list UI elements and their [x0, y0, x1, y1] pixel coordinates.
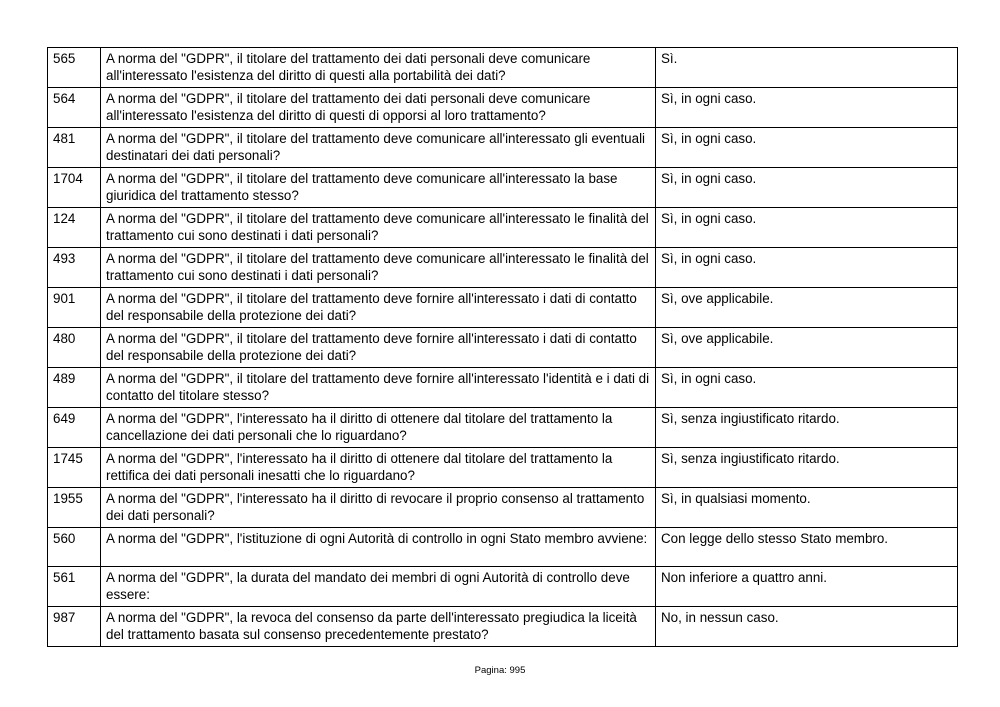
question-id: 565 [48, 48, 101, 88]
table-row [48, 208, 958, 248]
answer-text: Sì, in ogni caso. [656, 248, 958, 288]
question-text: A norma del "GDPR", il titolare del trattamento deve comunicare all'interessato le finalità del trattamento cui sono destinati i dati personali? [101, 248, 656, 288]
question-text: A norma del "GDPR", il titolare del trattamento deve fornire all'interessato i dati di contatto del responsabile della protezione dei dati? [101, 288, 656, 328]
question-text: A norma del "GDPR", il titolare del trattamento dei dati personali deve comunicare all'interessato l'esistenza del diritto di questi di opporsi al loro trattamento? [101, 88, 656, 128]
question-id: 1704 [48, 168, 101, 208]
table-row [48, 88, 958, 128]
question-id: 1955 [48, 488, 101, 528]
table-row [48, 368, 958, 408]
question-text: A norma del "GDPR", il titolare del trattamento deve comunicare all'interessato la base giuridica del trattamento stesso? [101, 168, 656, 208]
question-id: 1745 [48, 448, 101, 488]
answer-text: Sì, ove applicabile. [656, 328, 958, 368]
question-id: 560 [48, 528, 101, 567]
question-id: 649 [48, 408, 101, 448]
table-row [48, 328, 958, 368]
question-text: A norma del "GDPR", il titolare del trattamento dei dati personali deve comunicare all'interessato l'esistenza del diritto di questi alla portabilità dei dati? [101, 48, 656, 88]
question-text: A norma del "GDPR", il titolare del trattamento deve fornire all'interessato i dati di contatto del responsabile della protezione dei dati? [101, 328, 656, 368]
qa-table-body [48, 48, 958, 647]
page-number: Pagina: 995 [474, 665, 526, 676]
table-row [48, 128, 958, 168]
answer-text: Con legge dello stesso Stato membro. [656, 528, 958, 567]
question-text: A norma del "GDPR", la revoca del consenso da parte dell'interessato pregiudica la liceità del trattamento basata sul consenso precedentemente prestato? [101, 607, 656, 647]
answer-text: Sì, senza ingiustificato ritardo. [656, 448, 958, 488]
question-text: A norma del "GDPR", l'istituzione di ogni Autorità di controllo in ogni Stato membro avviene: [101, 528, 656, 567]
table-row [48, 528, 958, 567]
answer-text: Sì, ove applicabile. [656, 288, 958, 328]
answer-text: Sì, in ogni caso. [656, 128, 958, 168]
question-id: 124 [48, 208, 101, 248]
answer-text: Sì, in ogni caso. [656, 208, 958, 248]
answer-text: No, in nessun caso. [656, 607, 958, 647]
qa-table [47, 47, 958, 647]
table-row [48, 248, 958, 288]
table-row [48, 567, 958, 607]
question-id: 481 [48, 128, 101, 168]
table-row [48, 168, 958, 208]
question-text: A norma del "GDPR", la durata del mandato dei membri di ogni Autorità di controllo deve essere: [101, 567, 656, 607]
answer-text: Sì. [656, 48, 958, 88]
answer-text: Sì, in ogni caso. [656, 368, 958, 408]
table-row [48, 448, 958, 488]
question-text: A norma del "GDPR", l'interessato ha il diritto di ottenere dal titolare del trattamento la cancellazione dei dati personali che lo riguardano? [101, 408, 656, 448]
question-id: 480 [48, 328, 101, 368]
question-id: 901 [48, 288, 101, 328]
question-text: A norma del "GDPR", l'interessato ha il diritto di ottenere dal titolare del trattamento la rettifica dei dati personali inesatti che lo riguardano? [101, 448, 656, 488]
question-text: A norma del "GDPR", il titolare del trattamento deve comunicare all'interessato gli eventuali destinatari dei dati personali? [101, 128, 656, 168]
question-id: 489 [48, 368, 101, 408]
table-row [48, 288, 958, 328]
answer-text: Sì, in qualsiasi momento. [656, 488, 958, 528]
answer-text: Sì, in ogni caso. [656, 168, 958, 208]
question-text: A norma del "GDPR", il titolare del trattamento deve fornire all'interessato l'identità e i dati di contatto del titolare stesso? [101, 368, 656, 408]
table-row [48, 408, 958, 448]
question-id: 987 [48, 607, 101, 647]
table-row [48, 607, 958, 647]
question-text: A norma del "GDPR", l'interessato ha il diritto di revocare il proprio consenso al trattamento dei dati personali? [101, 488, 656, 528]
question-text: A norma del "GDPR", il titolare del trattamento deve comunicare all'interessato le finalità del trattamento cui sono destinati i dati personali? [101, 208, 656, 248]
table-row [48, 48, 958, 88]
answer-text: Sì, in ogni caso. [656, 88, 958, 128]
table-row [48, 488, 958, 528]
answer-text: Non inferiore a quattro anni. [656, 567, 958, 607]
question-id: 493 [48, 248, 101, 288]
answer-text: Sì, senza ingiustificato ritardo. [656, 408, 958, 448]
question-id: 564 [48, 88, 101, 128]
question-id: 561 [48, 567, 101, 607]
